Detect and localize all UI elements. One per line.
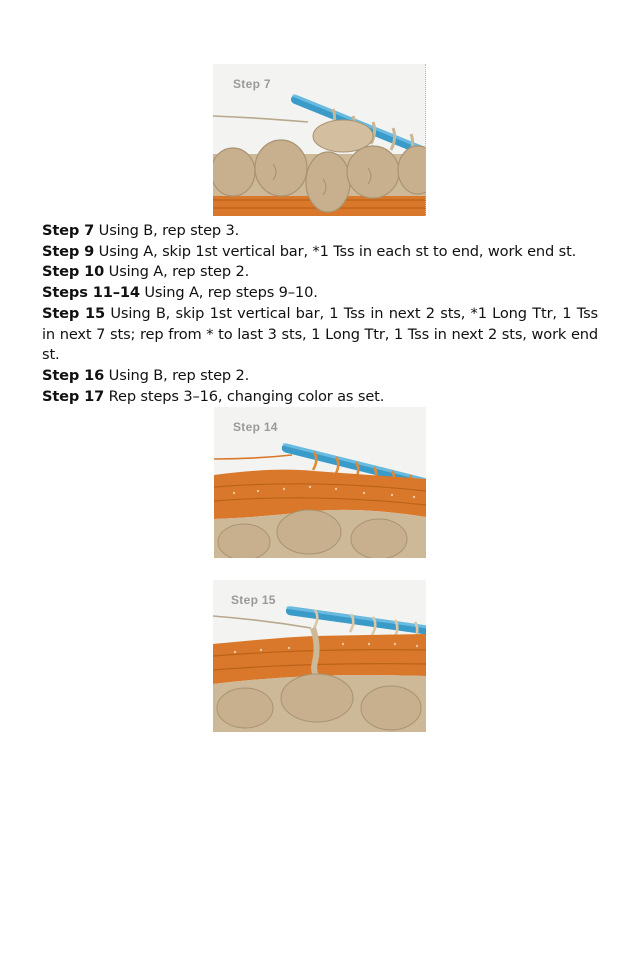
step-text: Using B, rep step 3. xyxy=(98,222,240,239)
step-item xyxy=(42,221,598,242)
step-item xyxy=(42,387,598,408)
step-item xyxy=(42,366,598,387)
step-14-photo xyxy=(214,407,426,558)
photo-label: Step 7 xyxy=(233,77,271,91)
instruction-steps xyxy=(42,221,598,407)
step-7-photo xyxy=(213,64,426,216)
step-item xyxy=(42,304,598,366)
step-label: Step 17 xyxy=(42,387,105,405)
step-text: Using B, skip 1st vertical bar, 1 Tss in next 2 sts, *1 Long Ttr, 1 Tss in next 7 sts; rep from * to last 3 sts, 1 Long Ttr, 1 Tss in next 2 sts, work end st. xyxy=(42,304,598,364)
step-text: Rep steps 3–16, changing color as set. xyxy=(108,387,385,405)
dotted-border xyxy=(425,64,426,216)
step-text: Using A, rep step 2. xyxy=(108,263,250,281)
step-label: Steps 11–14 xyxy=(42,284,140,302)
step-item xyxy=(42,262,598,283)
step-item xyxy=(42,242,598,263)
step-15-photo xyxy=(213,580,426,732)
photo-label: Step 15 xyxy=(231,593,276,607)
step-item xyxy=(42,283,598,304)
step-label: Step 9 xyxy=(42,242,95,260)
step-label: Step 15 xyxy=(42,304,106,322)
step-label: Step 7 xyxy=(42,222,95,239)
step-label: Step 16 xyxy=(42,366,105,384)
step-label: Step 10 xyxy=(42,263,105,281)
step-text: Using B, rep step 2. xyxy=(108,366,250,384)
step-text: Using A, skip 1st vertical bar, *1 Tss in each st to end, work end st. xyxy=(98,242,577,260)
photo-label: Step 14 xyxy=(233,420,278,434)
step-text: Using A, rep steps 9–10. xyxy=(144,284,318,302)
